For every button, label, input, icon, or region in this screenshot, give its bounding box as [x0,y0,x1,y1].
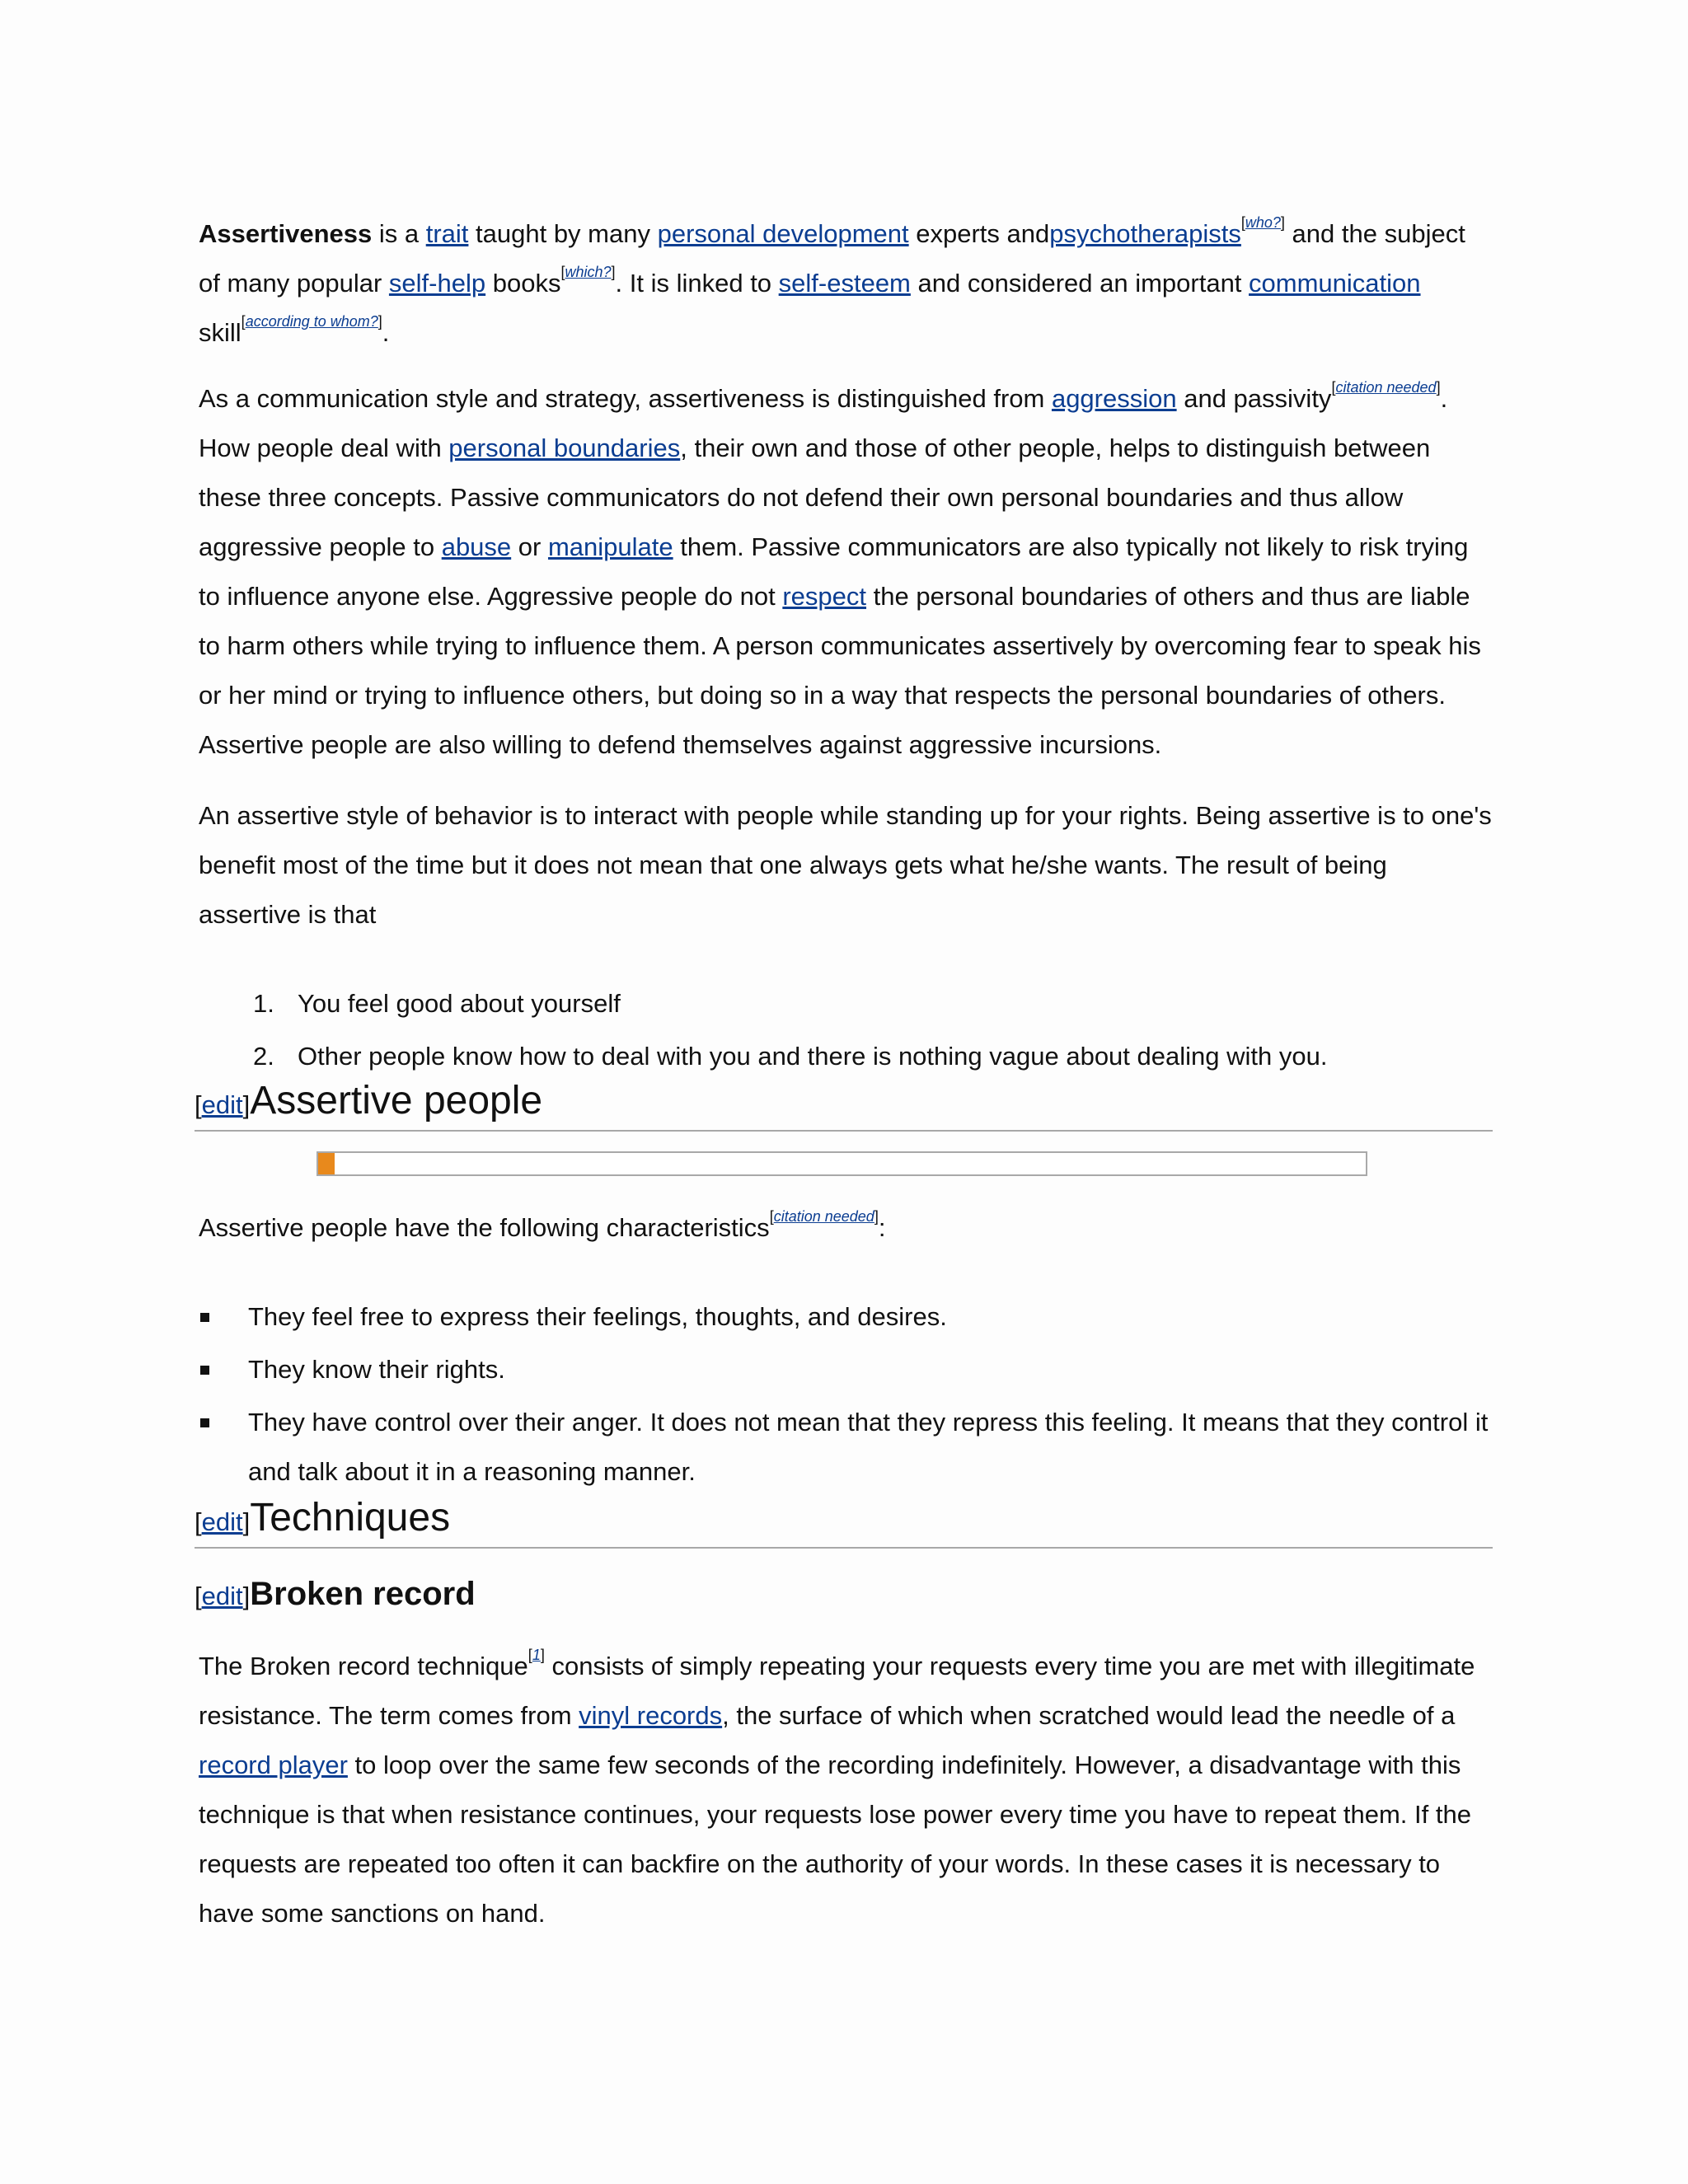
list-item: They have control over their anger. It does not mean that they repress this feeling. It means that they control it and talk about it in a reasoning manner. [199,1398,1493,1497]
list-item: They know their rights. [199,1345,1493,1394]
link-abuse[interactable]: abuse [441,532,512,561]
edit-bracket: [edit] [195,1090,251,1119]
section-title: Techniques [250,1496,451,1540]
result-list [199,977,1327,1083]
section-heading-techniques [195,1495,1493,1549]
bullet-icon [200,1366,209,1375]
citation-according-to-whom-link[interactable]: according to whom? [245,313,378,330]
bullet-icon [200,1418,209,1427]
link-trait[interactable]: trait [425,219,469,248]
link-personal-development[interactable]: personal development [657,219,909,248]
intro-paragraph: Assertiveness is a trait taught by many personal development experts andpsychotherapists[who?] and the subject of many popular self-help books[which?]. It is linked to self-esteem and considered an important communication skill[according to whom?]. [199,214,1465,347]
citation-which-link[interactable]: which? [565,264,612,280]
edit-bracket: [edit] [195,1582,251,1610]
communication-style-paragraph: As a communication style and strategy, assertiveness is distinguished from aggression and passivity[citation needed]. How people deal with personal boundaries, their own and those of other people, helps to distinguish between these three concepts. Passive communicators do not defend their own personal boundaries and thus allow aggressive people to abuse or manipulate them. Passive communicators are also typically not likely to risk trying to influence anyone else. Aggressive people do not respect the personal boundaries of others and thus are liable to harm others while trying to influence them. A person communicates assertively by overcoming fear to speak his or her mind or trying to influence others, but doing so in a way that respects the personal boundaries of others. Assertive people are also willing to defend themselves against aggressive incursions. [199,379,1481,759]
edit-bracket: [edit] [195,1507,251,1536]
edit-link[interactable]: edit [201,1582,243,1610]
edit-link[interactable]: edit [201,1090,243,1119]
edit-link[interactable]: edit [201,1507,243,1536]
reference-1: [1] [528,1647,545,1663]
list-item: They feel free to express their feelings, thoughts, and desires. [199,1292,1493,1342]
characteristics-list [199,1292,1493,1500]
progress-fill [318,1153,335,1174]
section-heading-assertive-people [195,1078,1493,1132]
citation-needed: [citation needed] [769,1208,879,1225]
citation-which: [which?] [560,264,616,280]
link-psychotherapists[interactable]: psychotherapists [1049,219,1241,248]
link-aggression[interactable]: aggression [1051,384,1177,413]
assertive-style-paragraph: An assertive style of behavior is to interact with people while standing up for your rights. Being assertive is to one's benefit most of the time but it does not mean that one always gets what he/she wants. The result of being assertive is that [199,801,1492,929]
link-vinyl-records[interactable]: vinyl records [579,1701,723,1730]
citation-needed: [citation needed] [1331,379,1441,396]
list-item: 2. Other people know how to deal with you and there is nothing vague about dealing with you. [253,1042,1328,1071]
link-record-player[interactable]: record player [199,1750,348,1779]
link-respect[interactable]: respect [782,582,867,611]
subsection-title: Broken record [250,1576,476,1612]
link-self-help[interactable]: self-help [388,269,486,298]
section-title: Assertive people [250,1079,543,1122]
citation-who-link[interactable]: who? [1245,214,1281,231]
citation-according-to-whom: [according to whom?] [241,313,382,330]
link-self-esteem[interactable]: self-esteem [778,269,911,298]
link-manipulate[interactable]: manipulate [547,532,673,561]
bullet-icon [200,1313,209,1322]
reference-1-link[interactable]: 1 [532,1647,541,1663]
broken-record-paragraph: The Broken record technique[1] consists of simply repeating your requests every time you are met with illegitimate resistance. The term comes from vinyl records, the surface of which when scratched would lead the needle of a record player to loop over the same few seconds of the recording indefinitely. However, a disadvantage with this technique is that when resistance continues, your requests lose power every time you have to repeat them. If the requests are repeated too often it can backfire on the authority of your words. In these cases it is necessary to have some sanctions on hand. [199,1647,1475,1928]
citation-needed-link[interactable]: citation needed [773,1208,874,1225]
link-communication[interactable]: communication [1249,269,1421,298]
citation-who: [who?] [1240,214,1285,231]
progress-bar [316,1151,1367,1176]
characteristics-intro: Assertive people have the following characteristics[citation needed]: [199,1208,886,1242]
list-item: 1. You feel good about yourself [253,989,621,1018]
citation-needed-link[interactable]: citation needed [1335,379,1437,396]
link-personal-boundaries[interactable]: personal boundaries [448,434,681,462]
subsection-heading-broken-record [195,1576,476,1613]
bold-term: Assertiveness [199,219,373,248]
